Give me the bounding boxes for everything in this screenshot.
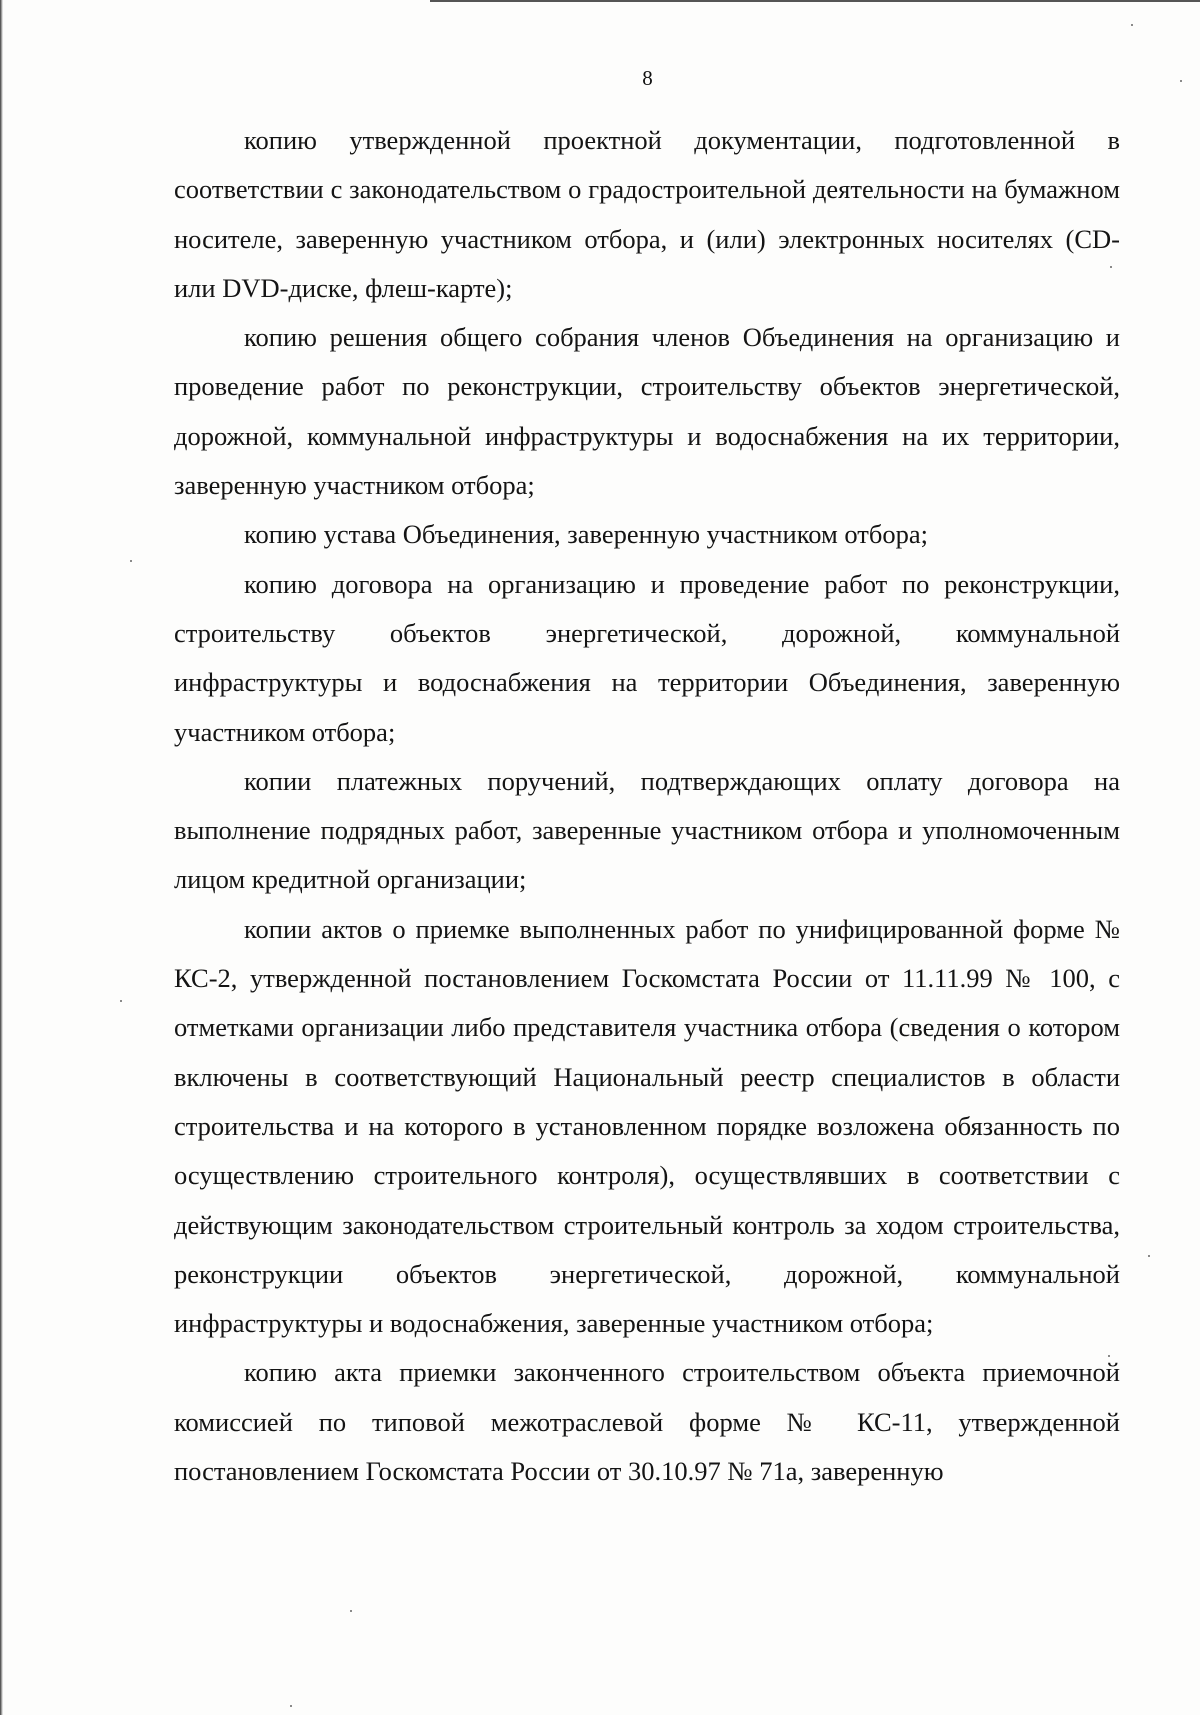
scan-speck	[290, 1705, 292, 1707]
paragraph-payment-orders: копии платежных поручений, подтверждающих оплату договора на выполнение подрядных работ, заверенные участником отбора и уполномоченным лицом кредитной организации;	[174, 765, 1120, 895]
scan-speck	[1148, 1255, 1150, 1257]
scan-speck	[1108, 1355, 1110, 1357]
scan-speck	[1131, 24, 1133, 26]
scan-speck	[1180, 80, 1182, 82]
paragraph-general-meeting-decision: копию решения общего собрания членов Объединения на организацию и проведение работ по реконструкции, строительству объектов энергетической, дорожной, коммунальной инфраструктуры и водоснабжения на их территории, заверенную участником отбора;	[174, 322, 1120, 501]
paragraph-charter-copy: копию устава Объединения, заверенную участником отбора;	[244, 519, 928, 550]
paragraph-ks2-acts: копии актов о приемке выполненных работ по унифицированной форме № КС-2, утвержденной постановлением Госкомстата России от 11.11.99 № 100, с отметками организации либо представителя участника отбора (сведения о котором включены в соответствующий Национальный реестр специалистов в области строительства и на которого в установленном порядке возложена обязанность по осуществлению строительного контроля), осуществлявших в соответствии с действующим законодательством строительный контроль за ходом строительства, реконструкции объектов энергетической, дорожной, коммунальной инфраструктуры и водоснабжения, заверенные участником отбора;	[174, 913, 1120, 1339]
paragraph-project-documentation: копию утвержденной проектной документации, подготовленной в соответствии с законодательством о градостроительной деятельности на бумажном носителе, заверенную участником отбора, и (или) электронных носителях (CD- или DVD-диске, флеш-карте);	[174, 125, 1120, 303]
paragraph-ks11-act: копию акта приемки законченного строительством объекта приемочной комиссией по типовой межотраслевой форме № КС-11, утвержденной постановлением Госкомстата России от 30.10.97 № 71а, заверенную	[174, 1357, 1120, 1487]
scan-speck	[1110, 266, 1112, 268]
document-body	[174, 116, 1120, 1496]
scan-edge-top	[430, 0, 1200, 2]
page-number: 8	[642, 66, 653, 90]
paragraph-contract-copy: копию договора на организацию и проведение работ по реконструкции, строительству объектов энергетической, дорожной, коммунальной инфраструктуры и водоснабжения на территории Объединения, заверенную участником отбора;	[174, 568, 1120, 747]
scan-speck	[120, 1000, 122, 1002]
scan-speck	[350, 1610, 352, 1612]
scan-edge-left	[0, 0, 3, 1715]
scan-speck	[130, 560, 132, 562]
